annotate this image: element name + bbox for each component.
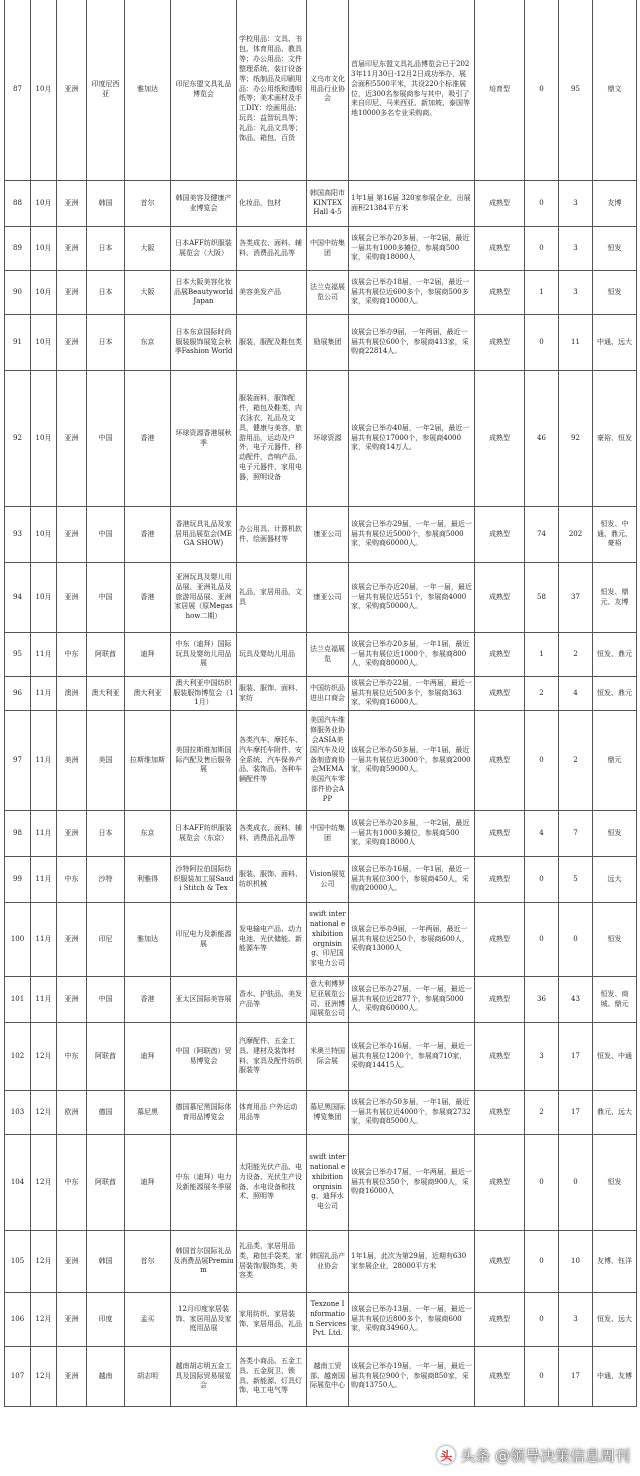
cell-country: 阿联酋 — [87, 633, 125, 677]
table-row — [5, 1091, 637, 1135]
cell-intro: 该展会已举办20多届，一年2届，最近一届共有1000多摊位，参展商500家，采购商18000人 — [349, 811, 475, 857]
cell-country: 中国 — [87, 371, 125, 507]
table-row — [5, 1023, 637, 1091]
cell-no: 103 — [5, 1091, 31, 1135]
cell-region: 亚洲 — [57, 227, 87, 271]
cell-region: 亚洲 — [57, 0, 87, 181]
cell-count-a: 2 — [525, 1091, 559, 1135]
cell-month: 11月 — [31, 711, 57, 811]
cell-count-b: 3 — [559, 181, 593, 227]
cell-products: 玩具及婴幼儿用品 — [237, 633, 307, 677]
cell-intro: 该展会已举办9届，一年两届，最近一届共有展位近250个，参展商600人，采购商13000人 — [349, 903, 475, 977]
cell-products: 礼品，家居用品，文具 — [237, 563, 307, 633]
cell-agent: 恒发、中通 — [593, 1023, 637, 1091]
cell-count-a: 0 — [525, 315, 559, 371]
cell-region: 澳洲 — [57, 677, 87, 711]
exhibition-table — [4, 0, 637, 1407]
cell-type: 培育型 — [475, 0, 525, 181]
toutiao-logo-icon: 头 — [437, 1446, 455, 1464]
cell-intro: 该展会已举办17届，一年两届，最近一届共有展位350个，参展商900人，采购商16000人 — [349, 1135, 475, 1231]
cell-agent: 鼎元 — [593, 711, 637, 811]
cell-no: 102 — [5, 1023, 31, 1091]
cell-type: 成熟型 — [475, 977, 525, 1023]
cell-type: 成熟型 — [475, 371, 525, 507]
cell-city: 首尔 — [125, 181, 171, 227]
cell-no: 87 — [5, 0, 31, 181]
cell-count-b: 0 — [559, 903, 593, 977]
cell-products: 太阳能光伏产品、电力设备、光伏生产设备、水电设备和技术、照明等 — [237, 1135, 307, 1231]
table-row — [5, 1135, 637, 1231]
cell-intro: 该展会已举办20多届，一年2届，最近一届共有1000多摊位，参展商500家，采购商18000人 — [349, 227, 475, 271]
cell-products: 礼品类，家居用品类，箱包手袋类，家居装饰/服饰类，美容类 — [237, 1231, 307, 1293]
table-row — [5, 371, 637, 507]
table-row — [5, 903, 637, 977]
table-row — [5, 633, 637, 677]
cell-count-a: 0 — [525, 1293, 559, 1347]
cell-organizer: 中国中纺集团 — [307, 227, 349, 271]
cell-month: 10月 — [31, 315, 57, 371]
cell-organizer: 中国纺织品进出口商会 — [307, 677, 349, 711]
cell-month: 12月 — [31, 1135, 57, 1231]
cell-name: 印尼电力及新能源展 — [171, 903, 237, 977]
cell-agent: 远大 — [593, 857, 637, 903]
cell-count-a: 0 — [525, 1347, 559, 1407]
cell-country: 德国 — [87, 1091, 125, 1135]
cell-products: 发电输电产品、动力电池、光伏储能、新能源车等 — [237, 903, 307, 977]
cell-no: 94 — [5, 563, 31, 633]
cell-no: 98 — [5, 811, 31, 857]
cell-count-b: 17 — [559, 1091, 593, 1135]
cell-count-a: 1 — [525, 271, 559, 315]
cell-country: 日本 — [87, 271, 125, 315]
cell-name: 亚太区国际美容展 — [171, 977, 237, 1023]
cell-organizer: 美国汽车维修服务业协会ASIA美国汽车及设备制造商协会MEMA美国汽车零部件协会APP — [307, 711, 349, 811]
cell-intro: 首届印尼东盟文具礼品博览会已于2023年11月30日-12月2日成功举办，展会面积5500平米，共设220个标准展位，近300名参展商参与其中，吸引了来自印尼、马来西亚、新加坡、泰国等地10000多名专业采购商。 — [349, 0, 475, 181]
cell-organizer: Texzone Information Services Pvt. Ltd. — [307, 1293, 349, 1347]
cell-name: 环球资源香港展秋季 — [171, 371, 237, 507]
cell-count-b: 43 — [559, 977, 593, 1023]
cell-agent: 鼎文 — [593, 0, 637, 181]
cell-city: 迪拜 — [125, 1135, 171, 1231]
cell-count-a: 0 — [525, 857, 559, 903]
cell-count-b: 10 — [559, 1231, 593, 1293]
cell-agent: 恒发、远大 — [593, 1293, 637, 1347]
cell-count-b: 2 — [559, 711, 593, 811]
cell-month: 10月 — [31, 371, 57, 507]
cell-count-b: 0 — [559, 1135, 593, 1231]
cell-name: 韩国首尔国际礼品及消费品展Premium — [171, 1231, 237, 1293]
cell-month: 12月 — [31, 1293, 57, 1347]
cell-city: 澳大利亚 — [125, 677, 171, 711]
cell-country: 阿联酋 — [87, 1023, 125, 1091]
cell-organizer: 法兰克福展览 — [307, 633, 349, 677]
table-row — [5, 181, 637, 227]
cell-no: 104 — [5, 1135, 31, 1231]
cell-name: 日本东京国际时尚服装服饰展览会秋季Fashion World — [171, 315, 237, 371]
watermark — [437, 1442, 630, 1468]
cell-region: 中东 — [57, 1023, 87, 1091]
cell-organizer: 米奥兰特国际会展 — [307, 1023, 349, 1091]
cell-month: 10月 — [31, 271, 57, 315]
cell-type: 成熟型 — [475, 271, 525, 315]
cell-count-b: 37 — [559, 563, 593, 633]
cell-name: 德国慕尼黑国际体育用品博览会 — [171, 1091, 237, 1135]
cell-agent: 恒发、鼎元、友博 — [593, 563, 637, 633]
cell-no: 97 — [5, 711, 31, 811]
cell-organizer: Vision展览公司 — [307, 857, 349, 903]
cell-organizer: swift international exhibition orgnising、印尼国家电力公司 — [307, 903, 349, 977]
cell-agent: 恒发 — [593, 811, 637, 857]
cell-month: 11月 — [31, 903, 57, 977]
cell-region: 中东 — [57, 857, 87, 903]
cell-type: 成熟型 — [475, 857, 525, 903]
cell-agent: 中通、友博 — [593, 1347, 637, 1407]
cell-no: 88 — [5, 181, 31, 227]
cell-count-b: 2 — [559, 633, 593, 677]
cell-type: 成熟型 — [475, 677, 525, 711]
cell-month: 12月 — [31, 1347, 57, 1407]
cell-name: 印尼东盟文具礼品博览会 — [171, 0, 237, 181]
cell-country: 中国 — [87, 563, 125, 633]
cell-type: 成熟型 — [475, 1231, 525, 1293]
cell-count-b: 92 — [559, 371, 593, 507]
table-row — [5, 271, 637, 315]
cell-city: 香港 — [125, 507, 171, 563]
cell-agent: 友博 — [593, 181, 637, 227]
cell-city: 雅加达 — [125, 903, 171, 977]
cell-products: 服装、服饰、面料、纺织机械 — [237, 857, 307, 903]
cell-city: 利雅得 — [125, 857, 171, 903]
cell-products: 体育用品 户外运动用品等 — [237, 1091, 307, 1135]
cell-products: 美容美发产品 — [237, 271, 307, 315]
cell-intro: 该展会已举办19届，一年一届，最近一届共有展位900个，参展商850家，采购商13750人。 — [349, 1347, 475, 1407]
cell-intro: 该展会已举办20多届，一年1届，最近一届共有展位近1000个，参展商800人，采购商80000人。 — [349, 633, 475, 677]
cell-no: 95 — [5, 633, 31, 677]
cell-month: 11月 — [31, 811, 57, 857]
cell-name: 日本AFF纺织服装展览会（东京） — [171, 811, 237, 857]
cell-count-b: 202 — [559, 507, 593, 563]
cell-products: 香水、护肤品、美发产品等 — [237, 977, 307, 1023]
cell-organizer: 中国中纺集团 — [307, 811, 349, 857]
cell-organizer: 越南工贸部、越南国际展览中心 — [307, 1347, 349, 1407]
cell-region: 亚洲 — [57, 371, 87, 507]
cell-products: 办公用具、计算机软件、绘画器材等 — [237, 507, 307, 563]
cell-name: 12月印度家居装饰、家居用品及家庭用品展 — [171, 1293, 237, 1347]
table-row — [5, 1347, 637, 1407]
cell-count-b: 4 — [559, 677, 593, 711]
cell-intro: 该展会已举办27届，一年一届，最近一届共有展位近2877个，参展商5000人，采购商60000人。 — [349, 977, 475, 1023]
cell-name: 日本AFF纺织服装展览会（大阪） — [171, 227, 237, 271]
cell-month: 10月 — [31, 227, 57, 271]
cell-organizer: swift international exhibition orgnising、迪拜水电公司 — [307, 1135, 349, 1231]
cell-intro: 该展会已举办50多届，一年1届，最近一届共有展位近3000个，参展商2000家，采购商59000人。 — [349, 711, 475, 811]
cell-type: 成熟型 — [475, 633, 525, 677]
cell-products: 各类小商品、五金工具、五金厨卫、锁具、新能源、灯具灯饰、电工电气等 — [237, 1347, 307, 1407]
cell-type: 成熟型 — [475, 903, 525, 977]
cell-organizer: 环球资源 — [307, 371, 349, 507]
cell-type: 成熟型 — [475, 811, 525, 857]
table-row — [5, 227, 637, 271]
cell-intro: 该展会已举办22届，一年两届，最近一届共有展位近500多个，参展商363家，采购商16000人。 — [349, 677, 475, 711]
cell-count-b: 7 — [559, 811, 593, 857]
cell-region: 亚洲 — [57, 811, 87, 857]
table-row — [5, 1231, 637, 1293]
cell-products: 各类汽车、摩托车、汽车摩托车附件、安全系统、汽车保养产品、装饰品、各种车辆配件等 — [237, 711, 307, 811]
cell-no: 93 — [5, 507, 31, 563]
cell-agent: 友博、钰洋 — [593, 1231, 637, 1293]
cell-products: 化妆品，包材 — [237, 181, 307, 227]
cell-intro: 1年1届，此次为第29届，近期有630家参展企业，28000平方米 — [349, 1231, 475, 1293]
cell-name: 韩国美容及健康产业博览会 — [171, 181, 237, 227]
cell-city: 首尔 — [125, 1231, 171, 1293]
cell-name: 中东（迪拜）国际玩具及婴幼儿用品展 — [171, 633, 237, 677]
cell-organizer: 康亚公司 — [307, 563, 349, 633]
cell-country: 中国 — [87, 507, 125, 563]
cell-region: 欧洲 — [57, 1091, 87, 1135]
cell-count-a: 0 — [525, 1231, 559, 1293]
cell-month: 11月 — [31, 633, 57, 677]
table-row — [5, 857, 637, 903]
cell-no: 90 — [5, 271, 31, 315]
cell-country: 印度尼西亚 — [87, 0, 125, 181]
cell-region: 亚洲 — [57, 903, 87, 977]
cell-country: 澳大利亚 — [87, 677, 125, 711]
cell-city: 迪拜 — [125, 1023, 171, 1091]
cell-agent: 恒发 — [593, 271, 637, 315]
table-row — [5, 507, 637, 563]
cell-agent: 鼎元、远大 — [593, 1091, 637, 1135]
cell-intro: 该展会已举办40届，一年2届，最近一届共有展位17000个，参展商4000家，采购商14万人。 — [349, 371, 475, 507]
cell-type: 成熟型 — [475, 1135, 525, 1231]
cell-organizer: 意大利博罗尼亚展览公司、亚洲博闻展览公司 — [307, 977, 349, 1023]
cell-region: 中东 — [57, 633, 87, 677]
cell-region: 中东 — [57, 1135, 87, 1231]
cell-organizer: 义乌市文化用品行业协会 — [307, 0, 349, 181]
cell-count-a: 0 — [525, 711, 559, 811]
cell-name: 中国（阿联酋）贸易博览会 — [171, 1023, 237, 1091]
cell-products: 各类成衣、面料、辅料、消费品礼品等 — [237, 811, 307, 857]
cell-city: 慕尼黑 — [125, 1091, 171, 1135]
cell-type: 成熟型 — [475, 227, 525, 271]
cell-intro: 该展会已举办9届，一年两届，最近一届共有展位600个，参展商413家，采购商22814人。 — [349, 315, 475, 371]
cell-count-b: 17 — [559, 1023, 593, 1091]
cell-count-a: 0 — [525, 903, 559, 977]
cell-region: 亚洲 — [57, 181, 87, 227]
cell-region: 亚洲 — [57, 315, 87, 371]
cell-products: 汽摩配件、五金工具、建材及装饰材料、家具及配件纺织服装等 — [237, 1023, 307, 1091]
cell-month: 12月 — [31, 1091, 57, 1135]
table-row — [5, 677, 637, 711]
cell-name: 亚洲玩具及婴儿用品展、亚洲礼品及旅游用品展、亚洲家居展（原Megashow二期） — [171, 563, 237, 633]
cell-region: 亚洲 — [57, 977, 87, 1023]
cell-region: 亚洲 — [57, 563, 87, 633]
cell-region: 亚洲 — [57, 1231, 87, 1293]
cell-no: 91 — [5, 315, 31, 371]
cell-count-a: 0 — [525, 181, 559, 227]
cell-month: 10月 — [31, 0, 57, 181]
cell-country: 沙特 — [87, 857, 125, 903]
cell-count-a: 58 — [525, 563, 559, 633]
cell-name: 越南胡志明五金工具及国际贸易展览会 — [171, 1347, 237, 1407]
cell-name: 澳大利亚中国纺织服装服饰博览会（11月） — [171, 677, 237, 711]
table-row — [5, 1293, 637, 1347]
cell-count-a: 46 — [525, 371, 559, 507]
cell-country: 印尼 — [87, 903, 125, 977]
cell-type: 成熟型 — [475, 315, 525, 371]
cell-agent: 中通、远大 — [593, 315, 637, 371]
cell-organizer: 韩国高阳市KINTEX Hall 4-5 — [307, 181, 349, 227]
cell-type: 成熟型 — [475, 1023, 525, 1091]
cell-intro: 1年1届 第16届 320家参展企业，出展面积21384平方米 — [349, 181, 475, 227]
cell-intro: 该展会已举办50多届，一年1届，最近一届共有展位近4000个，参展商2732家，采购商85000人。 — [349, 1091, 475, 1135]
table-row — [5, 0, 637, 181]
cell-organizer: 慕尼黑国际博览集团 — [307, 1091, 349, 1135]
cell-count-b: 3 — [559, 1293, 593, 1347]
cell-month: 10月 — [31, 181, 57, 227]
cell-type: 成熟型 — [475, 507, 525, 563]
cell-agent: 豪裕、恒发 — [593, 371, 637, 507]
cell-organizer: 法兰克福展览公司 — [307, 271, 349, 315]
watermark-text: 头条 @领导决策信息周刊 — [460, 1446, 630, 1465]
cell-city: 雅加达 — [125, 0, 171, 181]
cell-country: 日本 — [87, 811, 125, 857]
cell-city: 香港 — [125, 371, 171, 507]
cell-intro: 该展会已举办16届，一年一届，最近一届共有展位1200个，参展商710家，采购商14415人。 — [349, 1023, 475, 1091]
cell-country: 阿联酋 — [87, 1135, 125, 1231]
cell-country: 印度 — [87, 1293, 125, 1347]
cell-month: 11月 — [31, 857, 57, 903]
cell-region: 亚洲 — [57, 1347, 87, 1407]
cell-no: 99 — [5, 857, 31, 903]
cell-agent: 恒发、鼎元 — [593, 677, 637, 711]
cell-products: 家用纺织、家居装饰、家居用品、礼品 — [237, 1293, 307, 1347]
cell-products: 各类成衣、面料、辅料、消费品礼品等 — [237, 227, 307, 271]
cell-count-a: 0 — [525, 227, 559, 271]
cell-agent: 恒发、中通、鼎元、豪裕 — [593, 507, 637, 563]
cell-count-b: 95 — [559, 0, 593, 181]
table-row — [5, 811, 637, 857]
cell-products: 学校用品：文具、书包、体育用品、教具等；办公用品：文件整理系统、装订设备等；纸制品及印刷用品：办公用纸和透明纸等；美术画材及手工DIY：绘画用品；玩具：益智玩具等；礼品：礼品文具等；饰品、箱包、百货 — [237, 0, 307, 181]
cell-no: 100 — [5, 903, 31, 977]
cell-city: 东京 — [125, 315, 171, 371]
cell-country: 中国 — [87, 977, 125, 1023]
table-row — [5, 315, 637, 371]
cell-no: 107 — [5, 1347, 31, 1407]
cell-month: 12月 — [31, 1023, 57, 1091]
cell-agent: 恒发、商城、鼎元 — [593, 977, 637, 1023]
cell-name: 中东（迪拜）电力及新能源展冬季展 — [171, 1135, 237, 1231]
cell-agent: 恒发 — [593, 903, 637, 977]
cell-count-a: 3 — [525, 1023, 559, 1091]
cell-no: 106 — [5, 1293, 31, 1347]
cell-count-b: 5 — [559, 857, 593, 903]
cell-intro: 该展会已举办29届，一年一届，最近一届共有展位近5000个，参展商5000家，采购商60000人。 — [349, 507, 475, 563]
cell-count-b: 17 — [559, 1347, 593, 1407]
cell-name: 美国拉斯维加斯国际汽配及售后服务展 — [171, 711, 237, 811]
cell-agent: 恒发、鼎元 — [593, 633, 637, 677]
cell-organizer: 康亚公司 — [307, 507, 349, 563]
cell-no: 105 — [5, 1231, 31, 1293]
cell-name: 日本大阪美容化妆品展Beautyworld Japan — [171, 271, 237, 315]
cell-country: 韩国 — [87, 1231, 125, 1293]
cell-count-a: 1 — [525, 633, 559, 677]
cell-country: 日本 — [87, 227, 125, 271]
cell-city: 孟买 — [125, 1293, 171, 1347]
cell-name: 沙特阿拉伯国际纺织服装加工展Saudi Stitch & Tex — [171, 857, 237, 903]
cell-count-a: 0 — [525, 0, 559, 181]
cell-intro: 该展会已举办16届，一年1届，最近一届共有展位300个，参展商450人，采购商20000人。 — [349, 857, 475, 903]
cell-region: 亚洲 — [57, 271, 87, 315]
cell-products: 服装面料，服饰配件，箱包及鞋类，内衣泳衣，礼品及文具，健康与美容，旅游用品，运动及户外，电子元器件，移动配件，音响产品，电子元器件，家用电器，照明设备 — [237, 371, 307, 507]
cell-country: 美国 — [87, 711, 125, 811]
cell-products: 服装、服饰、面料、家纺 — [237, 677, 307, 711]
cell-no: 89 — [5, 227, 31, 271]
cell-region: 亚洲 — [57, 507, 87, 563]
cell-region: 美洲 — [57, 711, 87, 811]
cell-count-b: 11 — [559, 315, 593, 371]
cell-intro: 该展会已举办13届，一年一届，最近一届共有展位近800多个，参展商600家，采购商34960人。 — [349, 1293, 475, 1347]
cell-type: 成熟型 — [475, 1091, 525, 1135]
table-row — [5, 977, 637, 1023]
cell-country: 日本 — [87, 315, 125, 371]
cell-type: 成熟型 — [475, 1293, 525, 1347]
cell-city: 大阪 — [125, 271, 171, 315]
cell-no: 96 — [5, 677, 31, 711]
cell-city: 东京 — [125, 811, 171, 857]
cell-region: 亚洲 — [57, 1293, 87, 1347]
cell-count-b: 3 — [559, 271, 593, 315]
cell-type: 成熟型 — [475, 563, 525, 633]
cell-type: 成熟型 — [475, 711, 525, 811]
table-row — [5, 711, 637, 811]
cell-organizer: 励展集团 — [307, 315, 349, 371]
cell-count-a: 2 — [525, 677, 559, 711]
cell-count-a: 36 — [525, 977, 559, 1023]
cell-count-a: 0 — [525, 1135, 559, 1231]
cell-type: 成熟型 — [475, 1347, 525, 1407]
cell-name: 香港玩具礼品及家居用品展览会(MEGA SHOW) — [171, 507, 237, 563]
cell-products: 服装，服配及鞋包类 — [237, 315, 307, 371]
cell-city: 大阪 — [125, 227, 171, 271]
cell-count-b: 3 — [559, 227, 593, 271]
cell-country: 韩国 — [87, 181, 125, 227]
cell-country: 越南 — [87, 1347, 125, 1407]
cell-month: 11月 — [31, 977, 57, 1023]
cell-city: 迪拜 — [125, 633, 171, 677]
cell-month: 12月 — [31, 1231, 57, 1293]
cell-no: 92 — [5, 371, 31, 507]
cell-organizer: 韩国礼品产业协会 — [307, 1231, 349, 1293]
cell-no: 101 — [5, 977, 31, 1023]
cell-city: 香港 — [125, 977, 171, 1023]
cell-month: 11月 — [31, 677, 57, 711]
table-row — [5, 563, 637, 633]
cell-agent: 恒发 — [593, 227, 637, 271]
cell-count-a: 74 — [525, 507, 559, 563]
cell-city: 拉斯维加斯 — [125, 711, 171, 811]
cell-city: 胡志明 — [125, 1347, 171, 1407]
cell-intro: 该展会已举办近20届，一年一届，最近一届共有展位近551个，参展商4000家，采购商50000人。 — [349, 563, 475, 633]
cell-intro: 该展会已举办18届，一年2届，最近一届共有展位近600多个，参展商500多家，采购商10000人。 — [349, 271, 475, 315]
cell-count-a: 4 — [525, 811, 559, 857]
cell-month: 10月 — [31, 563, 57, 633]
cell-month: 10月 — [31, 507, 57, 563]
cell-type: 成熟型 — [475, 181, 525, 227]
cell-city: 香港 — [125, 563, 171, 633]
cell-agent: 恒发 — [593, 1135, 637, 1231]
